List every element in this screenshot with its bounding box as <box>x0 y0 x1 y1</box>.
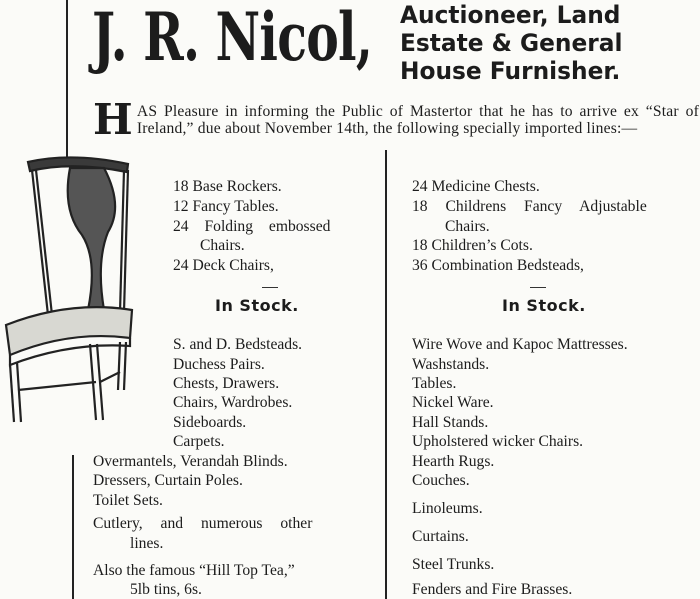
right-stock-item-6: Upholstered wicker Chairs. <box>412 433 584 450</box>
left-stock-item-4: Chairs, Wardrobes. <box>173 394 293 411</box>
left-divider-dash <box>262 287 278 288</box>
left-stock-item-10: Cutlery, and numerous other <box>93 515 313 532</box>
right-stock-item-7: Hearth Rugs. <box>412 453 495 470</box>
intro-paragraph <box>93 95 699 144</box>
left-imported-item-3: 24 Folding embossed <box>173 218 331 235</box>
right-stock-item-3: Tables. <box>412 375 457 392</box>
description-line-3: House Furnisher. <box>400 57 621 85</box>
left-margin-rule <box>66 0 68 162</box>
right-stock-item-8: Couches. <box>412 472 470 489</box>
description-line-1: Auctioneer, Land <box>400 1 621 29</box>
left-stock-item-11: lines. <box>130 535 164 552</box>
right-stock-item-1: Wire Wove and Kapoc Mattresses. <box>412 336 628 353</box>
left-stock-item-5: Sideboards. <box>173 414 247 431</box>
right-stock-item-12: Fenders and Fire Brasses. <box>412 581 573 598</box>
left-lower-rule <box>72 455 74 599</box>
column-divider <box>385 150 387 599</box>
chair-illustration-icon <box>0 150 145 425</box>
left-stock-item-9: Toilet Sets. <box>93 492 163 509</box>
left-stock-item-7: Overmantels, Verandah Blinds. <box>93 453 288 470</box>
right-stock-item-4: Nickel Ware. <box>412 394 494 411</box>
left-imported-item-1: 18 Base Rockers. <box>173 178 282 195</box>
left-imported-item-5: 24 Deck Chairs, <box>173 257 274 274</box>
left-stock-item-2: Duchess Pairs. <box>173 356 265 373</box>
right-imported-item-2: 18 Childrens Fancy Adjustable <box>412 198 647 215</box>
right-stock-heading: In Stock. <box>502 296 586 315</box>
right-imported-item-1: 24 Medicine Chests. <box>412 178 540 195</box>
left-stock-item-12: Also the famous “Hill Top Tea,” <box>93 562 295 579</box>
right-imported-item-4: 18 Children’s Cots. <box>412 237 533 254</box>
advertiser-name: J. R. Nicol, <box>92 0 373 76</box>
left-imported-item-2: 12 Fancy Tables. <box>173 198 279 215</box>
business-description <box>400 1 629 85</box>
right-stock-item-11: Steel Trunks. <box>412 556 495 573</box>
right-divider-dash <box>530 287 546 288</box>
right-stock-item-5: Hall Stands. <box>412 414 489 431</box>
right-imported-item-5: 36 Combination Bedsteads, <box>412 257 584 274</box>
left-stock-item-6: Carpets. <box>173 433 225 450</box>
left-stock-item-1: S. and D. Bedsteads. <box>173 336 303 353</box>
right-stock-item-10: Curtains. <box>412 528 469 545</box>
drop-cap: H <box>93 95 133 144</box>
left-stock-item-3: Chests, Drawers. <box>173 375 280 392</box>
left-stock-heading: In Stock. <box>215 296 299 315</box>
right-stock-item-9: Linoleums. <box>412 500 483 517</box>
description-line-2: Estate & General <box>400 29 623 57</box>
left-stock-item-13: 5lb tins, 6s. <box>130 581 202 598</box>
left-imported-item-4: Chairs. <box>200 237 245 254</box>
right-stock-item-2: Washstands. <box>412 356 490 373</box>
left-stock-item-8: Dressers, Curtain Poles. <box>93 472 243 489</box>
intro-text: AS Pleasure in informing the Public of Mastertor that he has to arrive ex “Star of Ireland,” due about November 14th, the following specially imported lines:— <box>136 103 699 137</box>
right-imported-item-3: Chairs. <box>445 218 490 235</box>
